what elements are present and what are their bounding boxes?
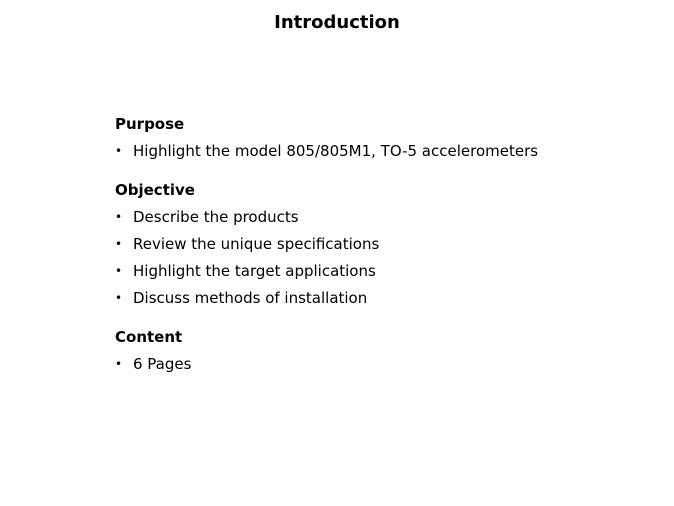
section-heading: Purpose [115,115,185,133]
list-item [115,261,655,281]
bullet-list [115,354,655,374]
bullet-icon: • [115,237,123,251]
list-item-text: Describe the products [133,208,299,226]
bullet-icon: • [115,210,123,224]
list-item [115,288,655,308]
list-item [115,141,655,161]
bullet-list [115,141,655,161]
section-content [115,327,655,374]
list-item-text: Highlight the target applications [133,262,376,280]
list-item-text: Review the unique specifications [133,235,380,253]
slide-content [115,114,655,374]
section-heading: Objective [115,181,195,199]
bullet-list [115,207,655,308]
list-item-text: 6 Pages [133,355,192,373]
list-item-text: Discuss methods of installation [133,289,368,307]
list-item [115,207,655,227]
list-item [115,354,655,374]
bullet-icon: • [115,291,123,305]
list-item-text: Highlight the model 805/805M1, TO-5 accelerometers [133,142,539,160]
section-objective [115,180,655,308]
section-heading: Content [115,328,183,346]
section-purpose [115,114,655,161]
slide-title: Introduction [274,12,400,33]
list-item [115,234,655,254]
bullet-icon: • [115,357,123,371]
bullet-icon: • [115,264,123,278]
bullet-icon: • [115,144,123,158]
